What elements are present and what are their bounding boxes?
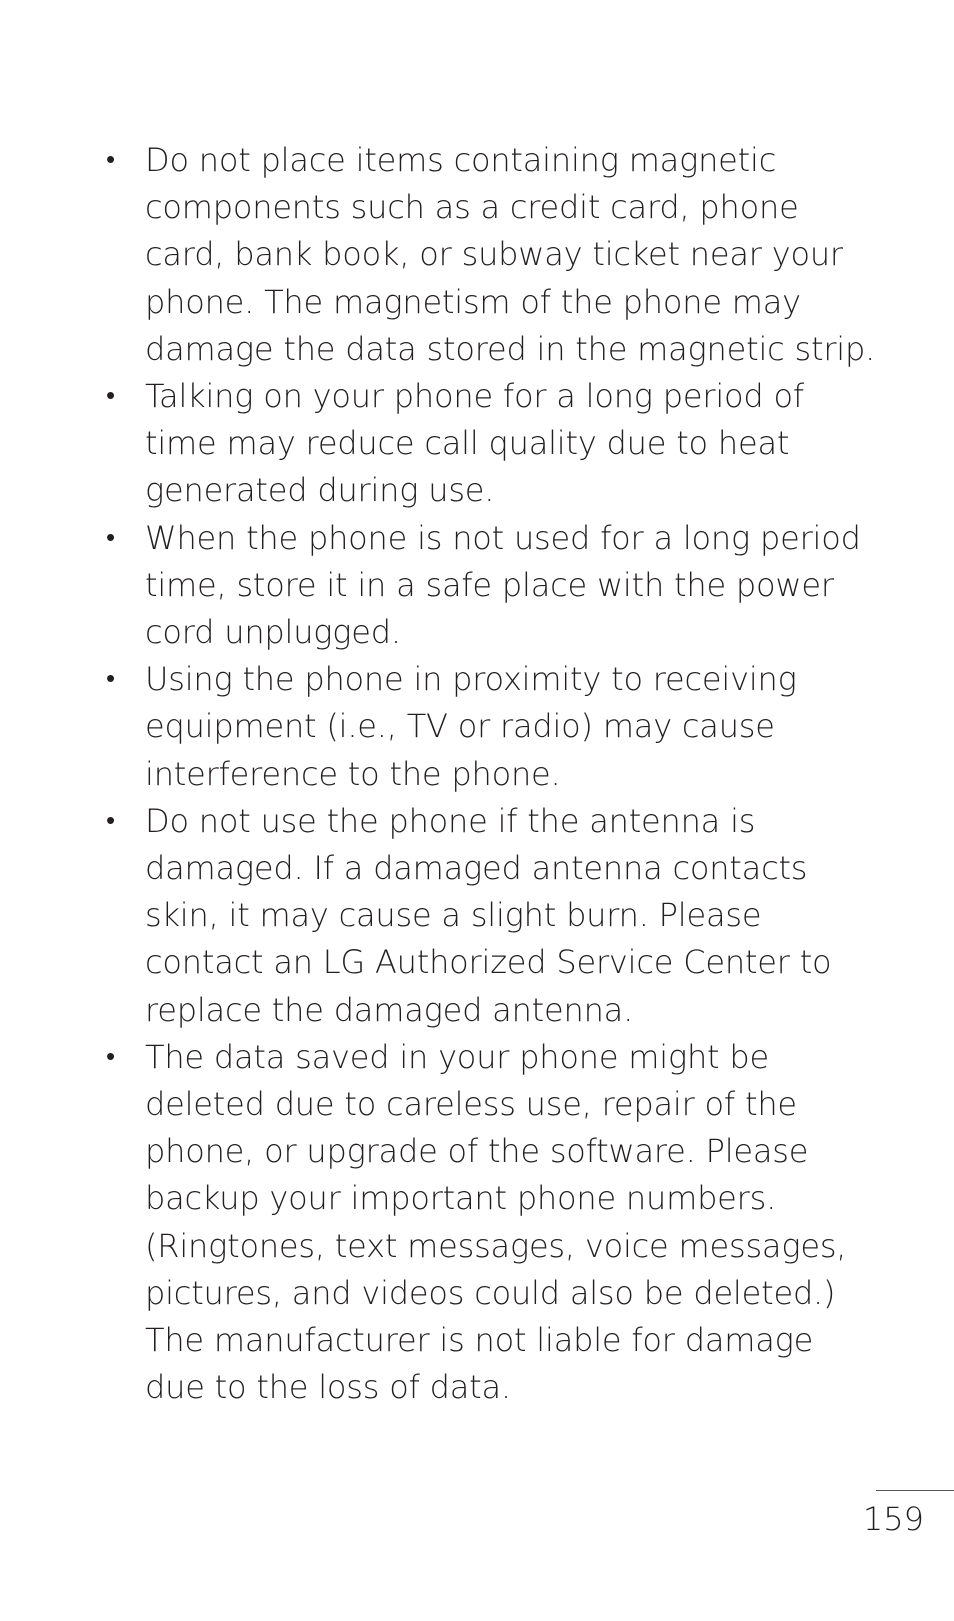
bullet-text: Do not place items containing magnetic components such as a credit card, phone card, bank book, or subway ticket near your phone. The magnetism of the phone may damage the data stored in the magnetic strip.: [145, 141, 876, 368]
bullet-icon: •: [106, 145, 115, 175]
list-item: [100, 798, 880, 1034]
bullet-icon: •: [106, 522, 115, 553]
bullet-icon: •: [106, 381, 115, 412]
safety-bullet-list: [100, 137, 880, 1411]
bullet-text: When the phone is not used for a long period time, store it in a safe place with the power cord unplugged.: [145, 518, 861, 652]
list-item: [100, 1034, 880, 1412]
list-item: [100, 137, 880, 373]
bullet-icon: •: [106, 1041, 115, 1072]
bullet-icon: •: [106, 664, 115, 695]
bullet-text: Talking on your phone for a long period of time may reduce call quality due to heat generated during use.: [145, 377, 804, 510]
list-item: [100, 656, 880, 798]
bullet-text: Using the phone in proximity to receiving equipment (i.e., TV or radio) may cause interference to the phone.: [145, 660, 797, 793]
bullet-text: Do not use the phone if the antenna is damaged. If a damaged antenna contacts skin, it may cause a slight burn. Please contact an LG Authorized Service Center to replace the damaged antenna.: [145, 801, 832, 1029]
page-number-rule: [876, 1490, 954, 1491]
list-item: [100, 373, 880, 515]
page-number: 159: [862, 1500, 924, 1538]
list-item: [100, 515, 880, 657]
bullet-icon: •: [106, 805, 115, 836]
bullet-text: The data saved in your phone might be deleted due to careless use, repair of the phone, or upgrade of the software. Please backup your important phone numbers. (Ringtones, text messages, voice messages, pictures, and videos could also be deleted.) The manufacturer is not liable for damage due to the loss of data.: [145, 1037, 847, 1407]
